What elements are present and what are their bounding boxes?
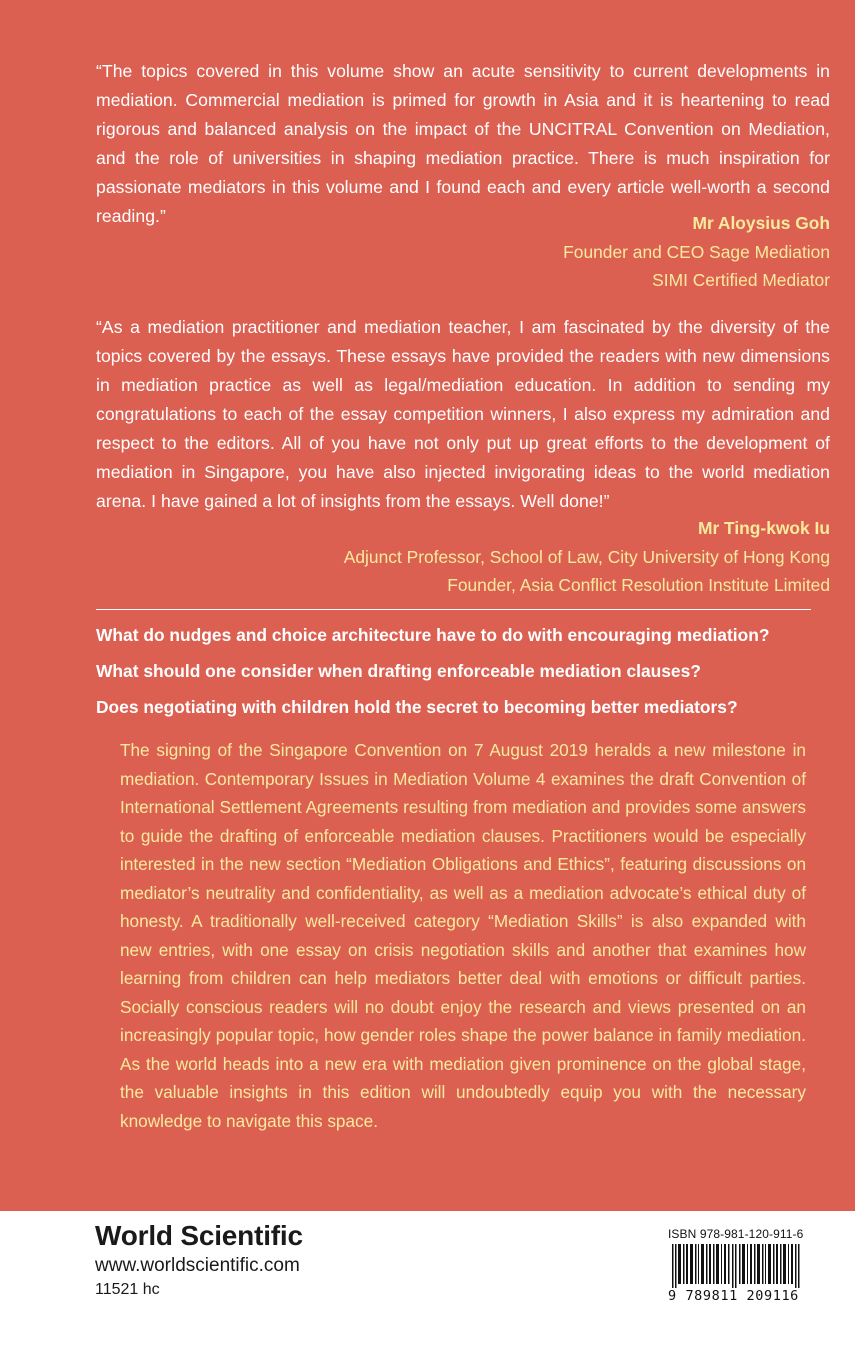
isbn-number: ISBN 978-981-120-911-6 <box>668 1227 804 1241</box>
attribution-role-1a: Founder and CEO Sage Mediation <box>563 241 830 262</box>
section-divider <box>96 609 811 610</box>
testimonial-attribution-1 <box>563 209 830 295</box>
attribution-role-2b: Founder, Asia Conflict Resolution Institute Limited <box>447 575 830 595</box>
question-1: What do nudges and choice architecture have to do with encouraging mediation? <box>96 625 770 645</box>
barcode-icon <box>668 1244 814 1288</box>
publisher-url: www.worldscientific.com <box>95 1255 300 1276</box>
attribution-name-1: Mr Aloysius Goh <box>692 213 830 233</box>
barcode-digits: 9 789811 209116 <box>668 1288 799 1304</box>
question-3: Does negotiating with children hold the secret to becoming better mediators? <box>96 697 738 717</box>
attribution-name-2: Mr Ting-kwok Iu <box>697 518 830 538</box>
attribution-role-2a: Adjunct Professor, School of Law, City University of Hong Kong <box>343 546 830 567</box>
attribution-role-1b: SIMI Certified Mediator <box>652 270 830 290</box>
publisher-block <box>95 1218 303 1302</box>
product-code: 11521 hc <box>95 1281 160 1298</box>
testimonial-attribution-2 <box>344 514 830 600</box>
book-description: The signing of the Singapore Convention on 7 August 2019 heralds a new milestone in mediation. Contemporary Issues in Mediation Volume 4 examines the draft Convention of International Settlement Agreements resulting from mediation and provides some answers to guide the drafting of enforceable mediation clauses. Practitioners would be especially interested in the new section “Mediation Obligations and Ethics”, featuring discussions on mediator’s neutrality and confidentiality, as well as a mediation advocate’s ethical duty of honesty. A traditionally well-received category “Mediation Skills” is also expanded with new entries, with one essay on crisis negotiation skills and another that examines how learning from children can help mediators better deal with emotions or difficult parties. Socially conscious readers will no doubt enjoy the research and views presented on an increasingly popular topic, how gender roles shape the power balance in family mediation. As the world heads into a new era with mediation given prominence on the global stage, the valuable insights in this edition will undoubtedly equip you with the necessary knowledge to navigate this space. <box>120 740 806 1131</box>
isbn-block <box>668 1226 814 1304</box>
publisher-name: World Scientific <box>95 1220 303 1251</box>
question-2: What should one consider when drafting enforceable mediation clauses? <box>96 661 701 681</box>
testimonial-quote-1: “The topics covered in this volume show an acute sensitivity to current developments in mediation. Commercial mediation is primed for growth in Asia and it is heartening to read rigorous and balanced analysis on the impact of the UNCITRAL Convention on Mediation, and the role of universities in shaping mediation practice. There is much inspiration for passionate mediators in this volume and I found each and every article well-worth a second reading.” <box>96 61 830 226</box>
testimonial-quote-2: “As a mediation practitioner and mediation teacher, I am fascinated by the diversity of the topics covered by the essays. These essays have provided the readers with new dimensions in mediation practice as well as legal/mediation education. In addition to sending my congratulations to each of the essay competition winners, I also express my admiration and respect to the editors. All of you have not only put up great efforts to the development of mediation in Singapore, you have also injected invigorating ideas to the world mediation arena. I have gained a lot of insights from the essays. Well done!” <box>96 317 830 511</box>
